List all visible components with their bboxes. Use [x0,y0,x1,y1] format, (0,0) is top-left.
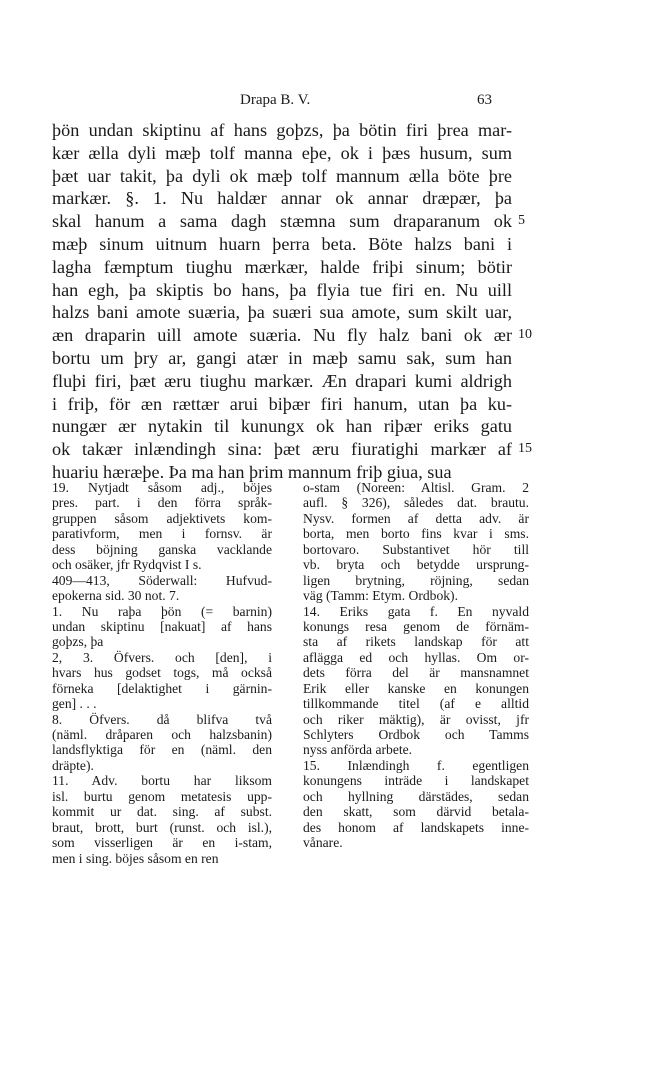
text-line [52,233,512,256]
line-number: 15 [518,441,532,457]
note-line: dets förra del är mansnamnet [303,665,529,681]
note-line: gruppen såsom adjektivets kom- [52,510,272,526]
note-line: som visserligen är en i-stam, [52,835,272,851]
note-line: parativform, men i fornsv. är [52,526,272,542]
note-line: den skatt, som därvid betala- [303,804,529,820]
text-line [52,119,512,142]
note-line: nyss anförda arbete. [303,742,413,758]
note-line: ligen brytning, röjning, sedan [303,572,529,588]
text-line-content: fluþi firi, þæt æru tiughu markær. Æn drapari kumi aldrigh [52,370,512,391]
text-line [52,415,512,438]
text-line [52,324,532,347]
note-line: landsflyktiga för en (näml. den [52,742,272,758]
text-line [52,347,512,370]
note-line: o-stam (Noreen: Altisl. Gram. 2 [303,480,529,495]
note-line: goþzs, þa [52,634,104,650]
line-number: 10 [518,327,532,343]
note-line: förneka [delaktighet i gärnin- [52,680,272,696]
main-text [52,119,532,484]
running-title: Drapa B. V. [240,92,311,108]
note-line: vb. bryta och betydde ursprung- [303,557,529,573]
note-line: vånare. [303,835,343,851]
text-line-content: han egh, þa skiptis bo hans, þa flyia tue firi en. Nu uill [52,279,512,300]
note-line: tillkommande titel (af e alltid [303,696,529,712]
page-number: 63 [477,92,492,108]
note-line: dräpte). [52,757,94,773]
text-line [52,393,512,416]
note-line: 19. Nytjadt såsom adj., böjes [52,480,272,495]
text-line-content: ok takær inlændingh sina: þæt æru fiuratighi markær af [52,439,512,460]
note-line: des honom af landskapets inne- [303,819,529,835]
note-line: dess böjning ganska vacklande [52,541,272,557]
note-line: men i sing. böjes såsom en ren [52,850,219,866]
note-line: Nysv. formen af detta adv. är [303,510,529,526]
text-line-content: þön undan skiptinu af hans goþzs, þa bötin firi þrea mar- [52,120,512,140]
text-line-content: bortu um þry ar, gangi atær in mæþ samu sak, sum han [52,347,512,368]
note-line: isl. burtu genom metatesis upp- [52,788,272,804]
text-line-content: nungær ær nytakin til kunungx ok han riþær eriks gatu [52,416,512,437]
note-line: 8. Öfvers. då blifva två [52,711,272,727]
text-line-content: lagha fæmptum tiughu mærkær, halde friþi sinum; bötir [52,256,512,277]
notes-right-column [303,480,529,851]
text-line-content: þæt uar takit, þa dyli ok mæþ tolf mannum ælla böte þre [52,165,512,186]
note-line: och hyllning därstädes, sedan [303,788,529,804]
text-line [52,165,512,188]
note-line: och riker mäktig), är ovisst, jfr [303,711,529,727]
text-line [52,187,512,210]
text-line-content: i friþ, för æn rættær arui biþær firi hanum, utan þa ku- [52,393,512,414]
note-line: 11. Adv. bortu har liksom [52,773,272,789]
note-line: braut, brott, burt (runst. och isl.), [52,819,272,835]
note-line: borta, men borto fins kvar i sms. [303,526,529,542]
note-line: Schlyters Ordbok och Tamms [303,727,529,742]
note-line: 15. Inlændingh f. egentligen [303,757,529,773]
text-line-content: mæþ sinum uitnum huarn þerra beta. Böte halzs bani i [52,233,512,254]
line-number: 5 [518,213,525,229]
note-line: konungens inträde i landskapet [303,773,529,789]
notes-left-column [52,480,272,866]
note-line: 409—413, Söderwall: Hufvud- [52,572,272,588]
text-line-content: halzs bani amote suæria, þa suæri sua amote, sum skilt uar, [52,302,512,323]
note-line: pres. part. i den förra språk- [52,495,272,511]
note-line: undan skiptinu [nakuat] af hans [52,618,272,634]
text-line-content: skal hanum a sama dagh stæmna sum draparanum ok [52,211,512,232]
text-line [52,279,512,302]
text-line [52,210,525,233]
note-line: epokerna sid. 30 not. 7. [52,588,180,604]
note-line: hvars hus godset togs, må också [52,665,272,681]
note-line: 14. Eriks gata f. En nyvald [303,603,529,619]
note-line: 1. Nu raþa þön (= barnin) [52,603,272,619]
note-line: aufl. § 326), således dat. brautu. [303,495,529,511]
note-line: bortovaro. Substantivet hör till [303,541,529,557]
text-line-content: huariu hæræþe. Þa ma han þrim mannum friþ giua, sua [52,461,452,482]
note-line: sta af rikets landskap för att [303,634,529,650]
text-line-content: kær ælla dyli mæþ tolf manna eþe, ok i þæs husum, sum [52,142,512,163]
note-line: konungs resa genom de förnäm- [303,618,529,634]
note-line: 2, 3. Öfvers. och [den], i [52,649,272,665]
note-line: väg (Tamm: Etym. Ordbok). [303,588,458,604]
text-line-content: æn draparin uill amote suæria. Nu fly halz bani ok ær [52,325,512,346]
text-line [52,256,512,279]
note-line: och osäker, jfr Rydqvist I s. [52,557,202,573]
note-line: Erik eller kanske en konungen [303,680,529,696]
text-line [52,370,512,393]
note-line: aflägga ed och hyllas. Om or- [303,649,529,665]
note-line: gen] . . . [52,696,97,712]
note-line: (näml. dråparen och halzsbanin) [52,727,272,742]
text-line-content: markær. §. 1. Nu haldær annar ok annar dræpær, þa [52,188,512,209]
note-line: kommit ur dat. sing. af subst. [52,804,272,820]
text-line [52,142,512,165]
text-line [52,438,532,461]
text-line [52,301,512,324]
